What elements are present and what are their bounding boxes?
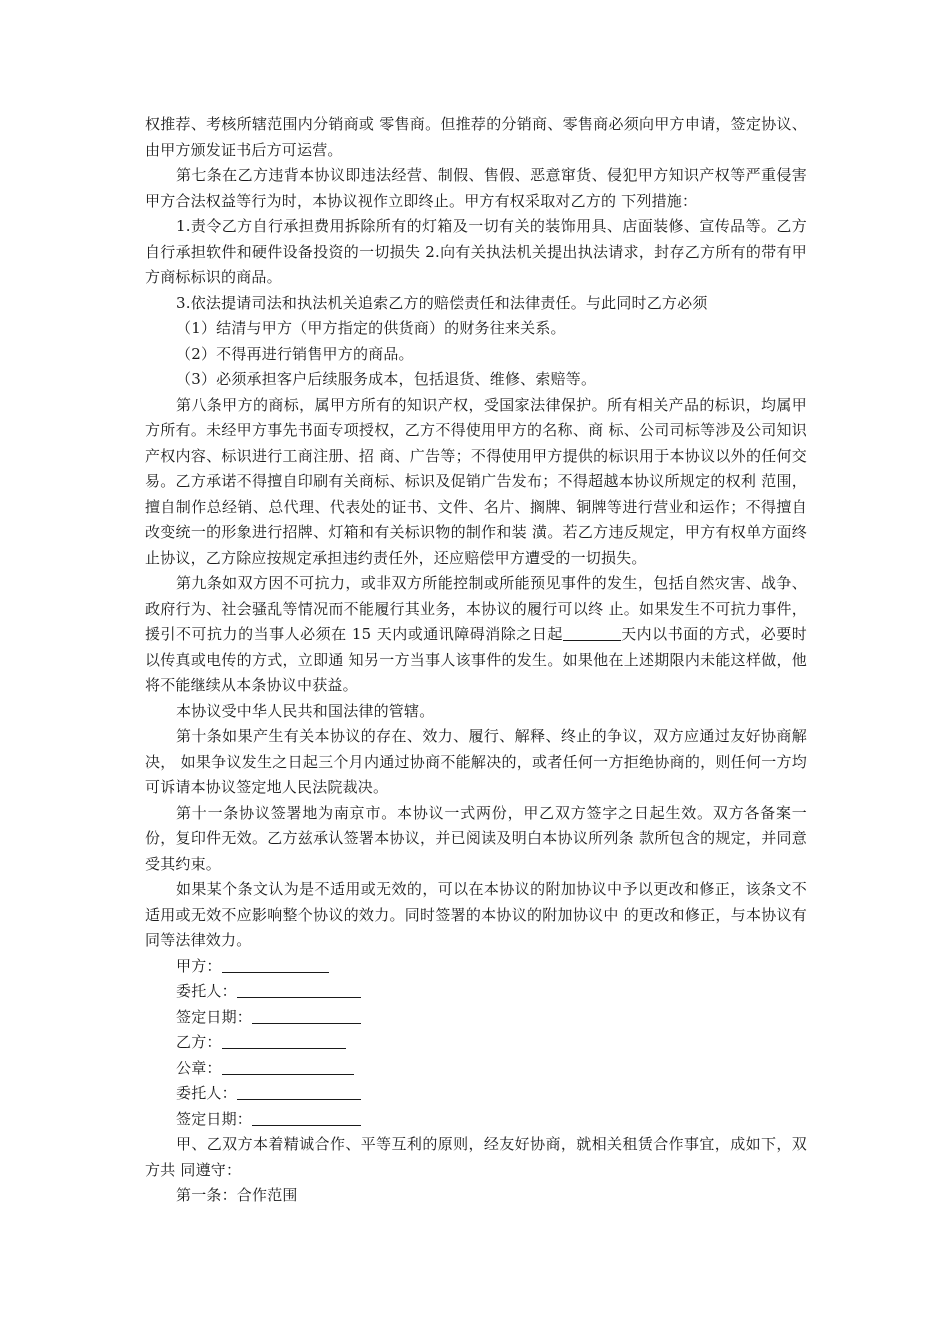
article-7-item-3: （3）必须承担客户后续服务成本，包括退货、维修、索赔等。 bbox=[176, 370, 597, 388]
sig-date-a bbox=[145, 1005, 807, 1031]
sig-blank bbox=[222, 1032, 346, 1049]
sig-date-b bbox=[145, 1107, 807, 1133]
article-7-item-1: （1）结清与甲方（甲方指定的供货商）的财务往来关系。 bbox=[176, 319, 566, 337]
article-1-heading: 第一条：合作范围 bbox=[176, 1186, 298, 1204]
governing-law: 本协议受中华人民共和国法律的管辖。 bbox=[176, 701, 435, 720]
sig-blank bbox=[222, 956, 329, 973]
sig-label: 公章： bbox=[176, 1058, 222, 1077]
sig-blank bbox=[237, 981, 361, 998]
article-7-item-2: （2）不得再进行销售甲方的商品。 bbox=[176, 344, 414, 363]
article-8: 第八条甲方的商标，属甲方所有的知识产权，受国家法律保护。所有相关产品的标识，均属甲方所有。未经甲方事先书面专项授权，乙方不得使用甲方的名称、商 标、公司司标等涉及公司知识产权内容、标识进行工商注册、招 商、广告等；不得使用甲方提供的标识用于本协议以外的任何交易。乙方承诺不得擅自印刷有关商标、标识及促销广告发布；不得超越本协议所规定的权利 范围，擅自制作总经销、总代理、代表处的证书、文件、名片、搁牌、铜牌等进行营业和运作；不得擅自改变统一的形象进行招牌、灯箱和有关标识物的制作和装 潢。若乙方违反规定，甲方有权单方面终止协议，乙方除应按规定承担违约责任外，还应赔偿甲方遭受的一切损失。 bbox=[145, 395, 807, 567]
document-page bbox=[145, 112, 807, 1209]
article-9-part-2: 天内以书面的方式，必要时以传真或电传的方式，立即通 知另一方当事人该事件的发生。如果他在上述期限内未能这样做，他将不能继续从本条协议中获益。 bbox=[145, 625, 807, 694]
new-agreement-preamble: 甲、乙双方本着精诚合作、平等互利的原则，经友好协商，就相关租赁合作事宜，成如下，双方共 同遵守： bbox=[145, 1135, 807, 1179]
sig-label: 委托人： bbox=[176, 982, 237, 1000]
article-9 bbox=[145, 571, 807, 699]
sig-blank bbox=[252, 1007, 361, 1024]
sig-blank bbox=[252, 1109, 361, 1126]
article-9-part-1: 第九条如双方因不可抗力，或非双方所能控制或所能预见事件的发生，包括自然灾害、战争、政府行为、社会骚乱等情况而不能履行其业务，本协议的履行可以终 止。如果发生不可抗力事件，援引不可抗力的当事人必须在 15 天内或通讯障碍消除之日起 bbox=[145, 574, 807, 643]
sig-label: 乙方： bbox=[176, 1033, 222, 1051]
article-10: 第十条如果产生有关本协议的存在、效力、履行、解释、终止的争议，双方应通过友好协商解决， 如果争议发生之日起三个月内通过协商不能解决的，或者任何一方拒绝协商的，则任何一方均可诉请本协议签定地人民法院裁决。 bbox=[145, 727, 807, 796]
sig-blank bbox=[222, 1058, 354, 1075]
severability-clause: 如果某个条文认为是不适用或无效的，可以在本协议的附加协议中予以更改和修正，该条文不适用或无效不应影响整个协议的效力。同时签署的本协议的附加协议中 的更改和修正，与本协议有同等法律效力。 bbox=[145, 880, 807, 949]
article-7-measure-3: 3.依法提请司法和执法机关追索乙方的赔偿责任和法律责任。与此同时乙方必须 bbox=[176, 293, 708, 312]
article-11: 第十一条协议签署地为南京市。本协议一式两份，甲乙双方签字之日起生效。双方各备案一份，复印件无效。乙方兹承认签署本协议，并已阅读及明白本协议所列条 款所包含的规定，并同意受其约束。 bbox=[145, 803, 807, 873]
sig-label: 委托人： bbox=[176, 1084, 237, 1102]
sig-seal bbox=[145, 1056, 807, 1082]
article-7: 第七条在乙方违背本协议即违法经营、制假、售假、恶意窜货、侵犯甲方知识产权等严重侵害甲方合法权益等行为时，本协议视作立即终止。甲方有权采取对乙方的 下列措施： bbox=[145, 166, 807, 210]
sig-label: 签定日期： bbox=[176, 1109, 253, 1128]
sig-agent-b bbox=[145, 1081, 807, 1107]
sig-party-a bbox=[145, 954, 807, 980]
sig-agent-a bbox=[145, 979, 807, 1005]
sig-blank bbox=[237, 1083, 361, 1100]
signature-block bbox=[145, 954, 807, 1133]
article-7-measure-1-2: 1.责令乙方自行承担费用拆除所有的灯箱及一切有关的装饰用具、店面装修、宣传品等。乙方自行承担软件和硬件设备投资的一切损失 2.向有关执法机关提出执法请求，封存乙方所有的带有甲方商标标识的商品。 bbox=[145, 217, 807, 286]
days-blank bbox=[563, 624, 621, 641]
sig-party-b bbox=[145, 1030, 807, 1056]
paragraph-continuation: 权推荐、考核所辖范围内分销商或 零售商。但推荐的分销商、零售商必须向甲方申请，签定协议、由甲方颁发证书后方可运营。 bbox=[145, 115, 807, 159]
sig-label: 甲方： bbox=[176, 956, 222, 975]
sig-label: 签定日期： bbox=[176, 1007, 253, 1026]
